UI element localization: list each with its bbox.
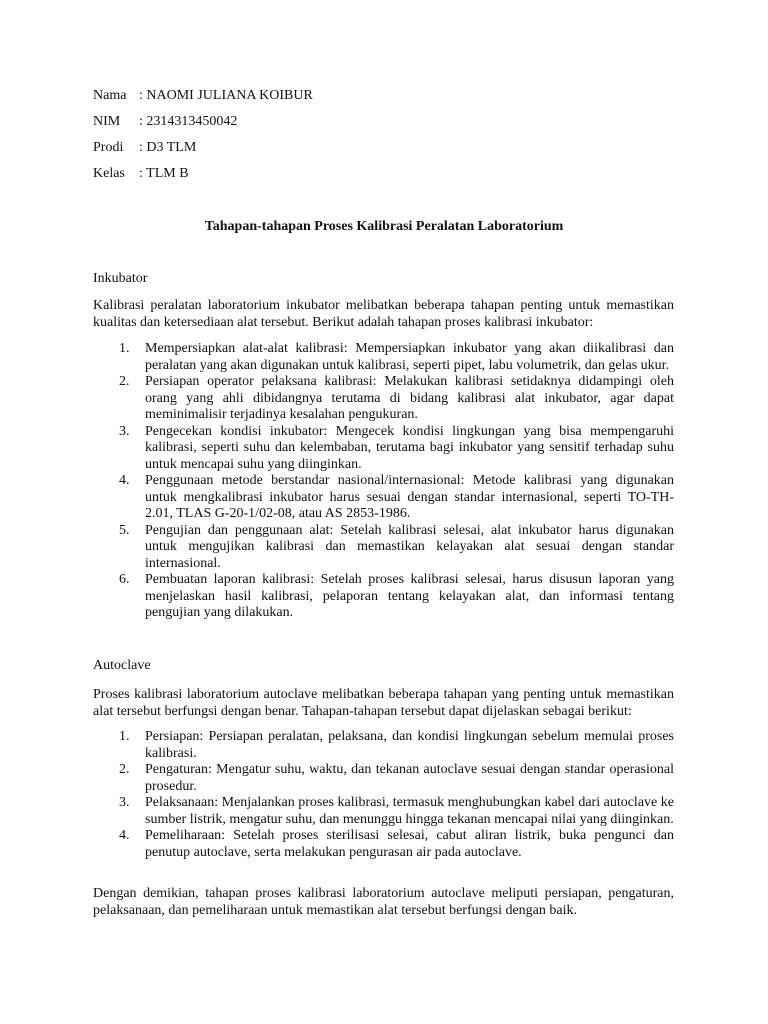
list-number: 4. (119, 828, 130, 843)
list-item (93, 828, 674, 861)
list-text: Pengujian dan penggunaan alat: Setelah kalibrasi selesai, alat inkubator harus digunakan untuk mengujikan kalibrasi dan memastikan kelayakan alat sesuai dengan standar internasional. (145, 522, 674, 571)
document-title: Tahapan-tahapan Proses Kalibrasi Peralatan Laboratorium (204, 219, 564, 234)
field-value: : TLM B (139, 166, 189, 181)
list-item (93, 374, 674, 424)
list-text: Pelaksanaan: Menjalankan proses kalibrasi, termasuk menghubungkan kabel dari autoclave ke sumber listrik, mengatur suhu, dan menunggu hingga tekanan mencapai nilai yang diinginkan. (145, 795, 674, 827)
field-nama (93, 87, 313, 105)
inkubator-steps (93, 341, 674, 622)
autoclave-steps (93, 729, 674, 861)
list-number: 3. (119, 423, 130, 439)
list-item (93, 572, 674, 622)
field-value: : NAOMI JULIANA KOIBUR (139, 88, 313, 103)
list-number: 4. (119, 473, 130, 488)
list-item (93, 762, 674, 795)
list-number: 2. (119, 374, 130, 389)
list-text: Persiapan operator pelaksana kalibrasi: Melakukan kalibrasi setidaknya didampingi oleh orang yang ahli dibidangnya terutama di bidang kalibrasi alat inkubator, agar dapat meminimalisir terjadinya kesalahan pengukuran. (145, 374, 674, 422)
autoclave-conclusion: Dengan demikian, tahapan proses kalibrasi laboratorium autoclave meliputi persiapan, pengaturan, pelaksanaan, dan pemeliharaan untuk memastikan alat tersebut berfungsi dengan baik. (93, 886, 674, 918)
list-text: Penggunaan metode berstandar nasional/internasional: Metode kalibrasi yang digunakan untuk mengkalibrasi inkubator harus sesuai dengan standar internasional, seperti TO-TH-2.01, TLAS G-20-1/02-08, atau AS 2853-1986. (145, 473, 674, 521)
field-nim (93, 113, 237, 131)
inkubator-intro: Kalibrasi peralatan laboratorium inkubator melibatkan beberapa tahapan penting untuk memastikan kualitas dan ketersediaan alat tersebut. Berikut adalah tahapan proses kalibrasi inkubator: (93, 298, 674, 330)
list-item (93, 523, 674, 573)
list-item (93, 729, 674, 762)
list-item (93, 795, 674, 828)
list-number: 6. (119, 572, 130, 587)
list-text: Pengecekan kondisi inkubator: Mengecek kondisi lingkungan yang bisa mempengaruhi kalibrasi, seperti suhu dan kelembaban, terutama bagi inkubator yang sensitif terhadap suhu untuk mencapai suhu yang diinginkan. (145, 423, 674, 472)
list-number: 5. (119, 522, 130, 538)
list-number: 1. (119, 341, 130, 356)
list-text: Pemeliharaan: Setelah proses sterilisasi selesai, cabut aliran listrik, buka pengunci dan penutup autoclave, serta melakukan pengurasan air pada autoclave. (145, 828, 674, 860)
list-item (93, 341, 674, 374)
field-kelas (93, 165, 189, 183)
list-number: 3. (119, 795, 130, 810)
list-item (93, 473, 674, 523)
autoclave-intro: Proses kalibrasi laboratorium autoclave melibatkan beberapa tahapan yang penting untuk memastikan alat tersebut berfungsi dengan benar. Tahapan-tahapan tersebut dapat dijelaskan sebagai berikut: (93, 687, 674, 719)
field-label: NIM (93, 114, 121, 129)
field-value: : D3 TLM (139, 140, 197, 155)
list-text: Pembuatan laporan kalibrasi: Setelah proses kalibrasi selesai, harus disusun laporan yang menjelaskan hasil kalibrasi, pelaporan tentang kelayakan alat, dan informasi tentang pengujian yang dilakukan. (145, 572, 674, 620)
field-label: Nama (93, 88, 127, 103)
list-text: Pengaturan: Mengatur suhu, waktu, dan tekanan autoclave sesuai dengan standar operasional prosedur. (145, 762, 674, 794)
field-label: Prodi (93, 140, 124, 155)
list-text: Mempersiapkan alat-alat kalibrasi: Mempersiapkan inkubator yang akan diikalibrasi dan peralatan yang akan digunakan untuk kalibrasi, seperti pipet, labu volumetrik, dan gelas ukur. (145, 341, 674, 373)
field-label: Kelas (93, 166, 125, 181)
section-heading-inkubator: Inkubator (93, 271, 148, 286)
field-value: : 2314313450042 (139, 114, 238, 129)
field-prodi (93, 139, 196, 157)
list-item (93, 424, 674, 474)
section-heading-autoclave: Autoclave (93, 658, 151, 673)
list-number: 2. (119, 762, 130, 777)
list-number: 1. (119, 729, 130, 744)
list-text: Persiapan: Persiapan peralatan, pelaksana, dan kondisi lingkungan sebelum memulai proses kalibrasi. (145, 729, 674, 761)
